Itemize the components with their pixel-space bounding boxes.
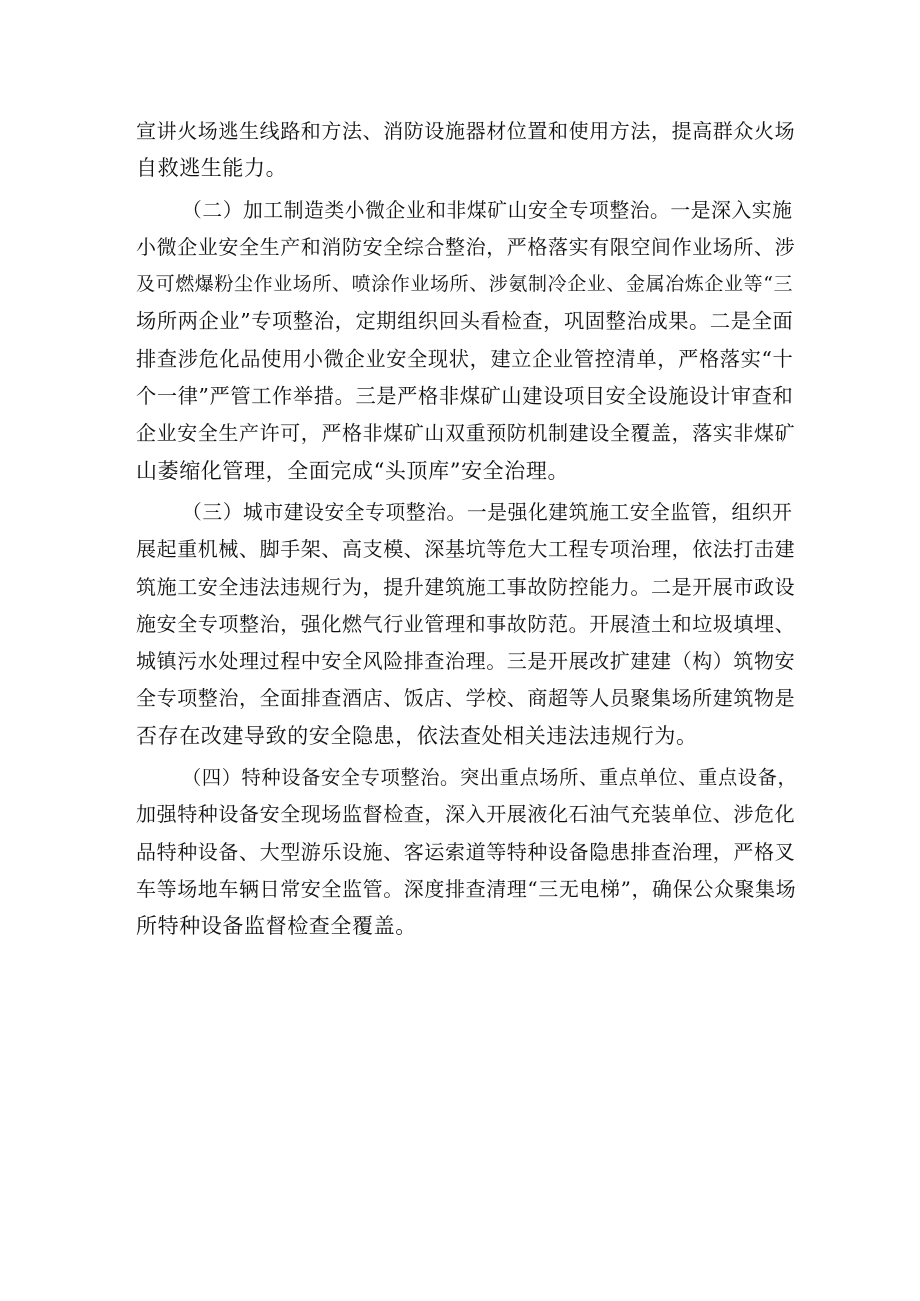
text-line: 及可燃爆粉尘作业场所、喷涂作业场所、涉氨制冷企业、金属冶炼企业等“三	[136, 273, 794, 296]
text-line: 城镇污水处理过程中安全风险排查治理。三是开展改扩建建（构）筑物安	[136, 649, 796, 674]
paragraph-section-3-urban-construction	[136, 494, 796, 755]
paragraph-section-2-manufacturing	[136, 192, 796, 490]
text-line: （二）加工制造类小微企业和非煤矿山安全专项整治。一是深入实施	[182, 198, 793, 222]
text-line: 山萎缩化管理，全面完成“头顶库”安全治理。	[136, 458, 570, 483]
text-line: 加强特种设备安全现场监督检查，深入开展液化石油气充装单位、涉危化	[136, 802, 796, 827]
text-line: 场所两企业”专项整治，定期组织回头看检查，巩固整治成果。二是全面	[136, 309, 794, 334]
paragraph-section-4-special-equipment	[136, 759, 796, 945]
text-line: 施安全专项整治，强化燃气行业管理和事故防范。开展渣土和垃圾填埋、	[136, 611, 796, 636]
text-line: 品特种设备、大型游乐设施、客运索道等特种设备隐患排查治理，严格叉	[136, 839, 796, 864]
text-line: （三）城市建设安全专项整治。一是强化建筑施工安全监管，组织开	[182, 500, 793, 524]
text-line: 自救逃生能力。	[136, 156, 288, 181]
text-line: 排查涉危化品使用小微企业安全现状，建立企业管控清单，严格落实“十	[136, 346, 794, 371]
text-line: 宣讲火场逃生线路和方法、消防设施器材位置和使用方法，提高群众火场	[136, 119, 796, 143]
text-line: （四）特种设备安全专项整治。突出重点场所、重点单位、重点设备，	[182, 766, 798, 790]
text-line: 全专项整治，全面排查酒店、饭店、学校、商超等人员聚集场所建筑物是	[136, 686, 796, 711]
document-body	[136, 113, 796, 950]
text-line: 车等场地车辆日常安全监管。深度排查清理“三无电梯”，确保公众聚集场	[136, 876, 797, 901]
text-line: 个一律”严管工作举措。三是严格非煤矿山建设项目安全设施设计审查和	[136, 384, 794, 409]
text-line: 否存在改建导致的安全隐患，依法查处相关违法违规行为。	[136, 723, 698, 748]
text-line: 小微企业安全生产和消防安全综合整治，严格落实有限空间作业场所、涉	[136, 234, 796, 259]
text-line: 展起重机械、脚手架、高支模、深基坑等危大工程专项治理，依法打击建	[136, 537, 796, 562]
text-line: 企业安全生产许可，严格非煤矿山双重预防机制建设全覆盖，落实非煤矿	[136, 421, 796, 446]
text-line: 所特种设备监督检查全覆盖。	[136, 914, 417, 939]
paragraph-fire-escape-continuation	[136, 113, 796, 188]
text-line: 筑施工安全违法违规行为，提升建筑施工事故防控能力。二是开展市政设	[136, 574, 796, 599]
